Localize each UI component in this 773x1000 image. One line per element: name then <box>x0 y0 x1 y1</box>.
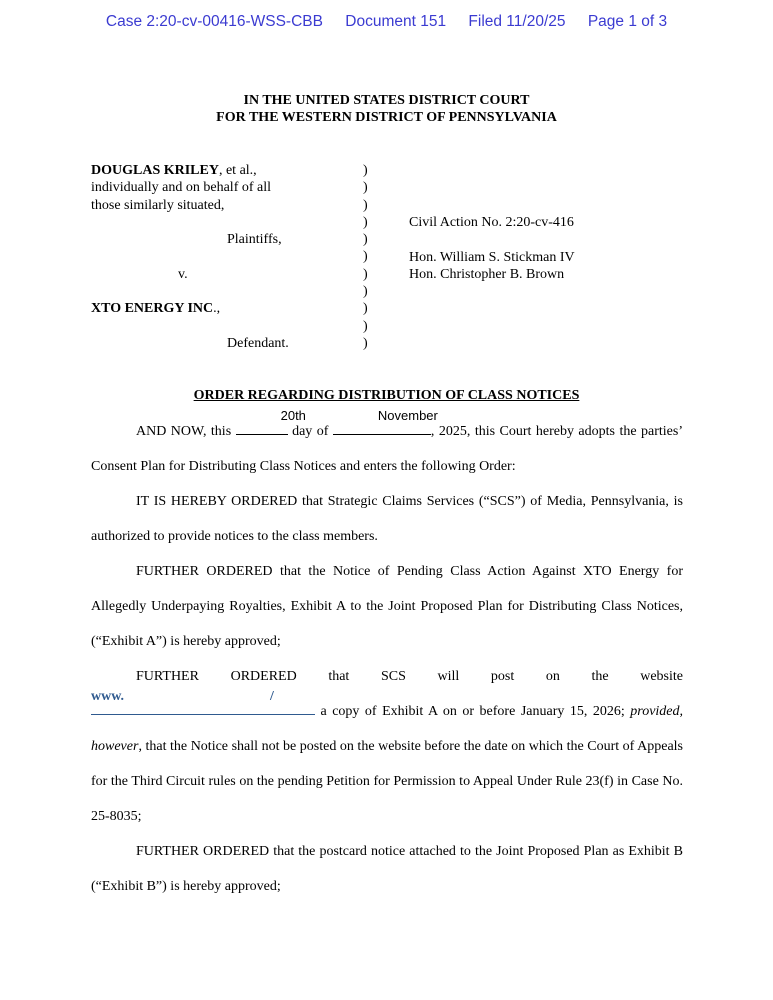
paren: ) <box>363 301 368 317</box>
defendant-name: XTO ENERGY INC <box>91 301 214 316</box>
paren: ) <box>363 214 368 230</box>
court-line-1: IN THE UNITED STATES DISTRICT COURT <box>243 93 530 108</box>
paren: ) <box>363 249 368 265</box>
page-indicator: Page 1 of 3 <box>587 13 668 30</box>
order-paragraph-4: www. / a copy of Exhibit A on or before January 15, 2026; provided, however, that the Notice shall not be posted on the website before the date on which the Court of Appeals for the Third Circuit rules on the pending Petition for Permission to Appeal Under Rule 23(f) in Case No. 25-8035; <box>91 694 683 834</box>
judge-2: Hon. Christopher B. Brown <box>409 267 565 282</box>
paren: ) <box>363 335 368 351</box>
defendant-suffix: ., <box>213 301 221 316</box>
order-paragraph-3: FURTHER ORDERED that the Notice of Pending Class Action Against XTO Energy for Allegedly Underpaying Royalties, Exhibit A to the Joint Proposed Plan for Distributing Class Notices, (“Exhibit A”) is hereby approved; <box>91 564 683 649</box>
plaintiff-line-2: individually and on behalf of all <box>91 180 272 195</box>
paren: ) <box>363 180 368 196</box>
judge-1: Hon. William S. Stickman IV <box>409 250 575 265</box>
website-url-blank[interactable] <box>91 689 315 715</box>
order-paragraph-1: AND NOW, this 20th day of November , 2025, this Court hereby adopts the parties’ Consent Plan for Distributing Class Notices and enters the following Order: <box>91 414 683 484</box>
order-paragraph-4-line-1: FURTHER ORDERED that SCS will post on the website <box>136 669 683 684</box>
plaintiff-name: DOUGLAS KRILEY <box>91 163 219 178</box>
paren: ) <box>363 284 368 300</box>
paren: ) <box>363 318 368 334</box>
versus: v. <box>178 267 188 282</box>
defendant-line <box>91 300 220 317</box>
paren: ) <box>363 163 368 178</box>
defendant-label: Defendant. <box>227 336 289 351</box>
document-number: Document 151 <box>345 13 447 30</box>
plaintiffs-label: Plaintiffs, <box>227 232 282 247</box>
civil-action-number: Civil Action No. 2:20-cv-416 <box>409 215 574 230</box>
court-line-2: FOR THE WESTERN DISTRICT OF PENNSYLVANIA <box>216 110 557 125</box>
order-paragraph-2: IT IS HEREBY ORDERED that Strategic Claims Services (“SCS”) of Media, Pennsylvania, is authorized to provide notices to the class members. <box>91 494 683 544</box>
order-paragraph-5: FURTHER ORDERED that the postcard notice attached to the Joint Proposed Plan as Exhibit B (“Exhibit B”) is hereby approved; <box>91 844 683 894</box>
proviso-italic: provided, however <box>91 704 684 754</box>
filed-date: Filed 11/20/25 <box>468 13 566 30</box>
case-number: Case 2:20-cv-00416-WSS-CBB <box>105 13 323 30</box>
paren: ) <box>363 232 368 248</box>
paren: ) <box>363 266 368 282</box>
website-url-slash: / <box>270 689 274 704</box>
day-fill: 20th <box>280 408 306 423</box>
plaintiff-suffix: , et al., <box>218 163 257 178</box>
plaintiff-line-3: those similarly situated, <box>91 198 225 213</box>
month-fill: November <box>377 408 438 423</box>
paren: ) <box>363 197 368 213</box>
caption-parens <box>363 162 368 352</box>
court-heading <box>0 92 773 126</box>
ecf-header <box>0 13 773 31</box>
order-title: ORDER REGARDING DISTRIBUTION OF CLASS NOTICES <box>193 388 580 403</box>
day-blank <box>236 408 306 435</box>
plaintiff-line-1 <box>91 162 257 179</box>
month-blank <box>333 408 438 435</box>
website-url-prefix[interactable]: www. <box>91 689 125 704</box>
